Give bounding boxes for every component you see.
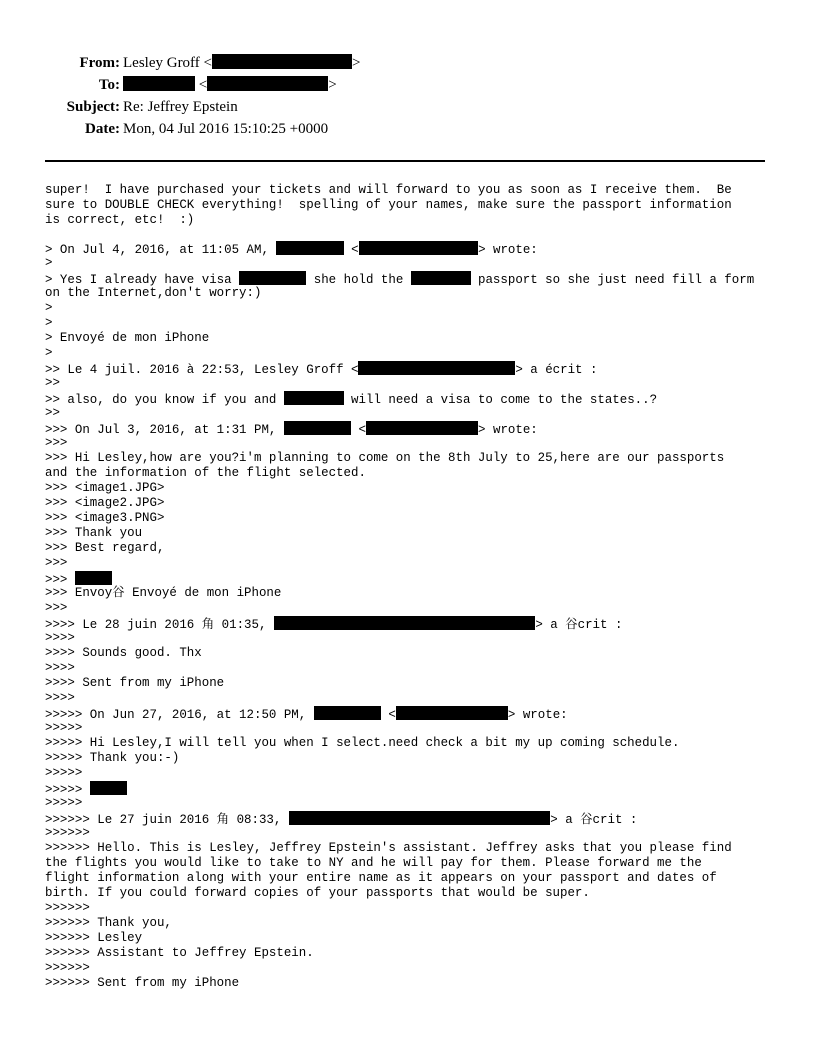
body-text-segment: < — [380, 707, 396, 722]
body-text-segment: < — [351, 422, 366, 437]
body-line — [45, 376, 785, 391]
body-text-segment: on the Internet,don't worry:) — [45, 285, 262, 300]
body-text-segment: >> Le 4 juil. 2016 à 22:53, Lesley Groff < — [45, 362, 359, 377]
body-line — [45, 631, 785, 646]
body-text-segment: >>>>>> Sent from my iPhone — [45, 975, 240, 990]
body-line — [45, 796, 785, 811]
body-text-segment: sure to DOUBLE CHECK everything! spelling of your names, make sure the passport information — [45, 198, 732, 212]
body-line — [45, 526, 785, 541]
redaction-box — [358, 361, 515, 375]
redaction-box — [289, 811, 550, 825]
redaction-box — [274, 616, 535, 630]
paragraph-gap — [45, 228, 785, 241]
body-line — [45, 901, 785, 916]
redaction-box — [75, 571, 112, 585]
subject-label: Subject: — [66, 99, 120, 115]
body-line — [45, 781, 785, 796]
body-text-segment: >>>>>> — [45, 960, 90, 975]
body-text-segment: birth. If you could forward copies of your passports that would be super. — [45, 885, 590, 900]
body-line — [45, 451, 785, 466]
body-line — [45, 661, 785, 676]
body-text-segment: >> also, do you know if you and — [45, 392, 284, 407]
body-text-segment: flight information along with your entire name as it appears on your passport and dates of — [45, 870, 717, 885]
body-text-segment: > Yes I already have visa — [45, 272, 240, 287]
from-value — [123, 52, 360, 74]
body-text-segment: >>>>>> Thank you, — [45, 915, 172, 930]
body-text-segment: >>>> Sounds good. Thx — [45, 645, 202, 660]
body-line — [45, 676, 785, 691]
body-line — [45, 286, 785, 301]
to-close: > — [328, 77, 337, 93]
body-text-segment: > wrote: — [507, 707, 568, 722]
body-line — [45, 331, 785, 346]
to-mid: < — [195, 77, 208, 93]
body-line — [45, 616, 785, 631]
body-text-segment: >>>>>> Lesley — [45, 930, 143, 945]
subject-value: Re: Jeffrey Epstein — [123, 99, 238, 115]
body-line — [45, 466, 785, 481]
body-text-segment: >>> <image1.JPG> — [45, 480, 165, 495]
body-line — [45, 271, 785, 286]
body-text-segment: < — [343, 242, 359, 257]
redaction-box — [212, 54, 352, 69]
body-text-segment: >>> Hi Lesley,how are you?i'm planning to come on the 8th July to 25,here are our passports — [45, 450, 725, 465]
body-text-segment: >> — [45, 375, 60, 390]
body-text-segment: >>> — [45, 555, 68, 570]
body-text-segment: >>>>>> Le 27 juin 2016 角 08:33, — [45, 812, 289, 827]
body-line — [45, 586, 785, 601]
body-text-segment: >>>>>> — [45, 900, 90, 915]
body-text-segment: >>> — [45, 435, 68, 450]
body-text-segment: >>>>>> Assistant to Jeffrey Epstein. — [45, 945, 314, 960]
body-text-segment: >>>>> — [45, 720, 83, 735]
body-line — [45, 481, 785, 496]
redaction-box — [123, 76, 195, 91]
body-text-segment: >>>>> — [45, 765, 83, 780]
body-text-segment: >>>>> Thank you:-) — [45, 750, 180, 765]
body-line — [45, 931, 785, 946]
body-text-segment: >>> <image2.JPG> — [45, 495, 165, 510]
body-line — [45, 946, 785, 961]
body-line — [45, 691, 785, 706]
body-text-segment: and the information of the flight selected. — [45, 465, 366, 480]
body-text-segment: >>> — [45, 572, 75, 587]
body-line — [45, 198, 785, 213]
body-line — [45, 436, 785, 451]
body-line — [45, 601, 785, 616]
to-row — [0, 74, 816, 96]
redaction-box — [239, 271, 306, 285]
body-line — [45, 496, 785, 511]
body-text-segment: > wrote: — [478, 422, 538, 437]
body-text-segment: >>>>> — [45, 795, 83, 810]
redaction-box — [284, 391, 344, 405]
header-divider — [45, 160, 765, 162]
body-text-segment: >>>>> Hi Lesley,I will tell you when I select.need check a bit my up coming schedule. — [45, 735, 680, 750]
body-text-segment: will need a visa to come to the states..? — [343, 392, 658, 407]
body-line — [45, 301, 785, 316]
redaction-box — [207, 76, 328, 91]
body-text-segment: is correct, etc! :) — [45, 213, 195, 227]
body-text-segment: > — [45, 255, 53, 270]
email-body — [45, 183, 785, 991]
body-text-segment: >>>>> On Jun 27, 2016, at 12:50 PM, — [45, 707, 314, 722]
body-text-segment: >>>> Le 28 juin 2016 角 01:35, — [45, 617, 274, 632]
body-line — [45, 316, 785, 331]
body-text-segment: passport so she just need fill a form — [470, 272, 755, 287]
to-value — [123, 74, 337, 96]
redaction-box — [366, 421, 478, 435]
body-text-segment: >>>>>> Hello. This is Lesley, Jeffrey Epstein's assistant. Jeffrey asks that you please find — [45, 840, 732, 855]
body-line — [45, 856, 785, 871]
to-label: To: — [98, 77, 120, 93]
body-text-segment: >>>>> — [45, 782, 90, 797]
body-line — [45, 766, 785, 781]
body-line — [45, 213, 785, 228]
from-close: > — [352, 55, 361, 71]
body-text-segment: >>>> — [45, 660, 75, 675]
subject-row — [0, 96, 816, 118]
body-line — [45, 421, 785, 436]
body-text-segment: > — [45, 345, 53, 360]
body-text-segment: >>>> Sent from my iPhone — [45, 675, 225, 690]
body-line — [45, 976, 785, 991]
body-text-segment: > a 谷crit : — [550, 812, 638, 827]
body-line — [45, 736, 785, 751]
from-label: From: — [79, 55, 120, 71]
body-line — [45, 346, 785, 361]
body-line — [45, 571, 785, 586]
body-text-segment: >>> On Jul 3, 2016, at 1:31 PM, — [45, 422, 284, 437]
body-line — [45, 241, 785, 256]
body-text-segment: > wrote: — [478, 242, 538, 257]
body-line — [45, 751, 785, 766]
body-text-segment: > On Jul 4, 2016, at 11:05 AM, — [45, 242, 277, 257]
redaction-box — [411, 271, 471, 285]
body-text-segment: >>> <image3.PNG> — [45, 510, 165, 525]
redaction-box — [284, 421, 351, 435]
body-line — [45, 183, 785, 198]
body-text-segment: > — [45, 315, 53, 330]
redaction-box — [396, 706, 508, 720]
body-text-segment: > Envoyé de mon iPhone — [45, 330, 210, 345]
redaction-box — [90, 781, 127, 795]
body-line — [45, 961, 785, 976]
body-line — [45, 811, 785, 826]
body-line — [45, 721, 785, 736]
body-text-segment: >>> Best regard, — [45, 540, 165, 555]
redaction-box — [314, 706, 381, 720]
date-label: Date: — [85, 121, 120, 137]
body-line — [45, 256, 785, 271]
date-row — [0, 118, 816, 140]
body-line — [45, 361, 785, 376]
body-text-segment: > a écrit : — [515, 362, 598, 377]
body-text-segment: super! I have purchased your tickets and will forward to you as soon as I receive them. Be — [45, 183, 732, 197]
body-line — [45, 391, 785, 406]
body-line — [45, 916, 785, 931]
body-line — [45, 841, 785, 856]
body-text-segment: >>>> — [45, 630, 75, 645]
body-text-segment: the flights you would like to take to NY and he will pay for them. Please forward me the — [45, 855, 702, 870]
body-text-segment: > — [45, 300, 53, 315]
redaction-box — [276, 241, 343, 255]
body-line — [45, 646, 785, 661]
redaction-box — [359, 241, 479, 255]
body-text-segment: >>>>>> — [45, 825, 90, 840]
from-row — [0, 52, 816, 74]
body-text-segment: she hold the — [306, 272, 411, 287]
body-text-segment: >> — [45, 405, 60, 420]
body-line — [45, 871, 785, 886]
body-text-segment: >>> Envoy谷 Envoyé de mon iPhone — [45, 585, 282, 600]
body-line — [45, 826, 785, 841]
body-text-segment: >>>> — [45, 690, 75, 705]
body-line — [45, 511, 785, 526]
body-line — [45, 406, 785, 421]
body-text-segment: > a 谷crit : — [535, 617, 623, 632]
body-line — [45, 706, 785, 721]
body-line — [45, 886, 785, 901]
date-value: Mon, 04 Jul 2016 15:10:25 +0000 — [123, 121, 329, 137]
body-line — [45, 556, 785, 571]
body-text-segment: >>> Thank you — [45, 525, 143, 540]
from-name: Lesley Groff < — [123, 55, 212, 71]
body-text-segment: >>> — [45, 600, 68, 615]
body-line — [45, 541, 785, 556]
